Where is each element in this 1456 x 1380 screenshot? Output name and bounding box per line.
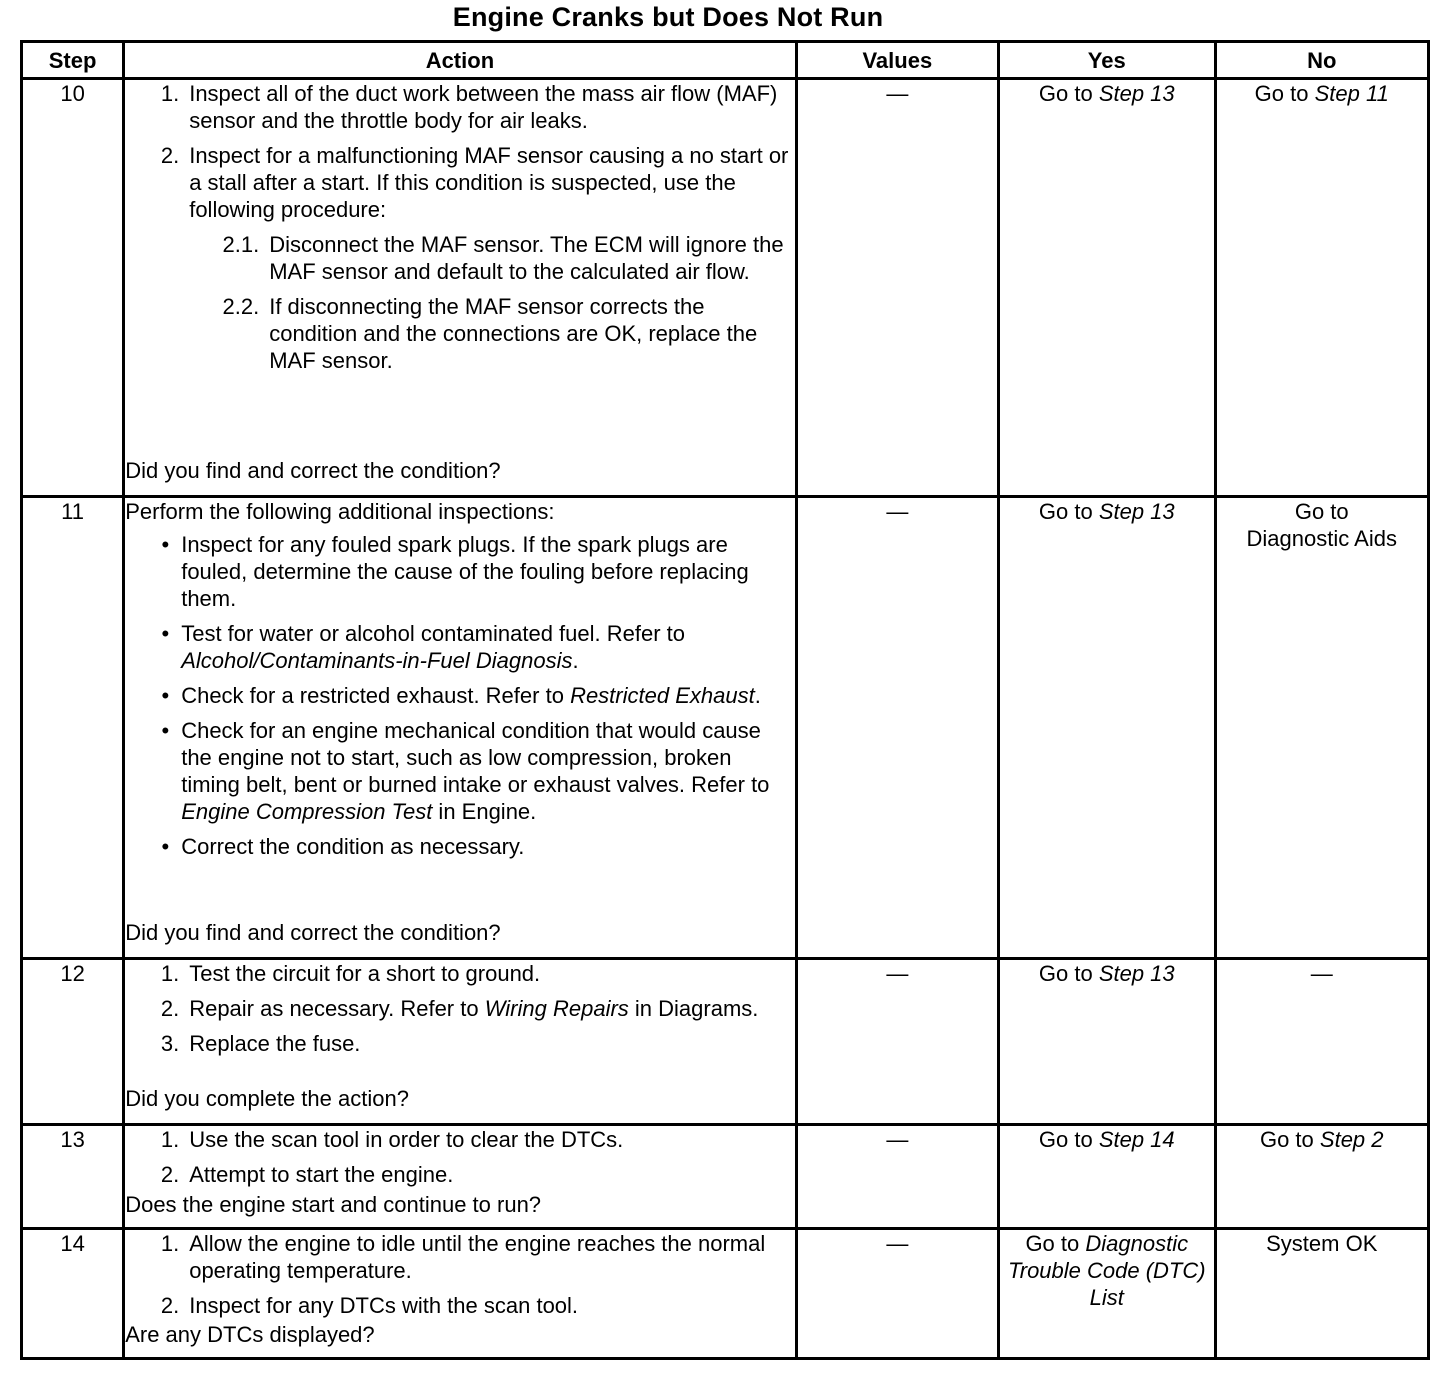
step-number: 13 — [22, 1125, 124, 1229]
no-cell: — — [1215, 959, 1429, 1125]
list-item: 2. Repair as necessary. Refer to Wiring Repairs in Diagrams. — [160, 996, 759, 1021]
step-number: 11 — [22, 497, 124, 959]
step-number: 12 — [22, 959, 124, 1125]
header-row — [22, 42, 1429, 79]
action-cell — [124, 1229, 796, 1359]
list-item: • Check for an engine mechanical condition that would cause the engine not to start, such as low compression, broken timing belt, bent or burned intake or exhaust valves. Refer to Engine Compression Test in Engine. — [161, 718, 770, 824]
action-question: Did you find and correct the condition? — [125, 458, 501, 483]
yes-cell: Go to Diagnostic Trouble Code (DTC) List — [999, 1229, 1215, 1359]
action-cell — [124, 959, 796, 1125]
step-number: 14 — [22, 1229, 124, 1359]
action-cell — [124, 79, 796, 497]
action-question: Did you complete the action? — [125, 1086, 409, 1111]
header-yes: Yes — [999, 42, 1215, 79]
no-cell: Go to Step 2 — [1215, 1125, 1429, 1229]
table-row — [22, 497, 1429, 959]
diagnostic-table — [20, 40, 1430, 1360]
header-values: Values — [796, 42, 998, 79]
list-item: 2. Inspect for any DTCs with the scan tool. — [160, 1293, 579, 1318]
page-title: Engine Cranks but Does Not Run — [452, 2, 884, 32]
reference-link: Wiring Repairs — [484, 996, 629, 1021]
header-step: Step — [22, 42, 124, 79]
sub-list-item: 2.2. If disconnecting the MAF sensor corrects the condition and the connections are OK, replace the MAF sensor. — [222, 294, 758, 373]
yes-cell: Go to Step 13 — [999, 497, 1215, 959]
no-cell: System OK — [1215, 1229, 1429, 1359]
header-action: Action — [124, 42, 796, 79]
table-row — [22, 1229, 1429, 1359]
no-cell: Go to Step 11 — [1215, 79, 1429, 497]
list-item: 3. Replace the fuse. — [160, 1031, 361, 1056]
reference-link: Restricted Exhaust — [570, 683, 755, 708]
list-item: 1. Use the scan tool in order to clear the DTCs. — [160, 1127, 624, 1152]
list-item: 1. Inspect all of the duct work between the mass air flow (MAF) sensor and the throttle body for air leaks. — [160, 81, 778, 133]
action-question: Does the engine start and continue to run? — [125, 1192, 542, 1217]
action-cell — [124, 497, 796, 959]
action-question: Are any DTCs displayed? — [125, 1322, 375, 1347]
list-item: • Inspect for any fouled spark plugs. If the spark plugs are fouled, determine the cause of the fouling before replacing them. — [161, 532, 749, 611]
action-question: Did you find and correct the condition? — [125, 920, 501, 945]
action-cell — [124, 1125, 796, 1229]
list-item: • Test for water or alcohol contaminated fuel. Refer to Alcohol/Contaminants-in-Fuel Diagnosis. — [161, 621, 686, 673]
action-intro: Perform the following additional inspections: — [125, 499, 555, 524]
list-item: 2. Attempt to start the engine. — [160, 1162, 454, 1187]
header-no: No — [1215, 42, 1429, 79]
table-row — [22, 79, 1429, 497]
list-item: • Check for a restricted exhaust. Refer to Restricted Exhaust. — [161, 683, 761, 708]
list-item: 2. Inspect for a malfunctioning MAF sensor causing a no start or a stall after a start. If this condition is suspected, use the following procedure: 2.1. Disconnect the MAF sensor. The ECM will ignore the MAF sensor and default to the calculated air flow. 2.2. If disconnecting the MAF sensor corrects the condition and the connections are OK, replace the MAF sensor. — [125, 142, 794, 382]
no-cell: Go to Diagnostic Aids — [1215, 497, 1429, 959]
yes-cell: Go to Step 13 — [999, 959, 1215, 1125]
list-item: 1. Allow the engine to idle until the engine reaches the normal operating temperature. — [160, 1231, 766, 1283]
table-row — [22, 1125, 1429, 1229]
values-cell: — — [796, 959, 998, 1125]
reference-link: Alcohol/Contaminants-in-Fuel Diagnosis — [181, 648, 573, 673]
yes-cell: Go to Step 13 — [999, 79, 1215, 497]
values-cell: — — [796, 79, 998, 497]
reference-link: Engine Compression Test — [181, 799, 433, 824]
values-cell: — — [796, 1125, 998, 1229]
list-item: 1. Test the circuit for a short to ground. — [160, 961, 541, 986]
step-number: 10 — [22, 79, 124, 497]
list-item: • Correct the condition as necessary. — [161, 834, 525, 859]
sub-list-item: 2.1. Disconnect the MAF sensor. The ECM will ignore the MAF sensor and default to the calculated air flow. — [222, 232, 784, 284]
values-cell: — — [796, 497, 998, 959]
values-cell: — — [796, 1229, 998, 1359]
yes-cell: Go to Step 14 — [999, 1125, 1215, 1229]
table-row — [22, 959, 1429, 1125]
